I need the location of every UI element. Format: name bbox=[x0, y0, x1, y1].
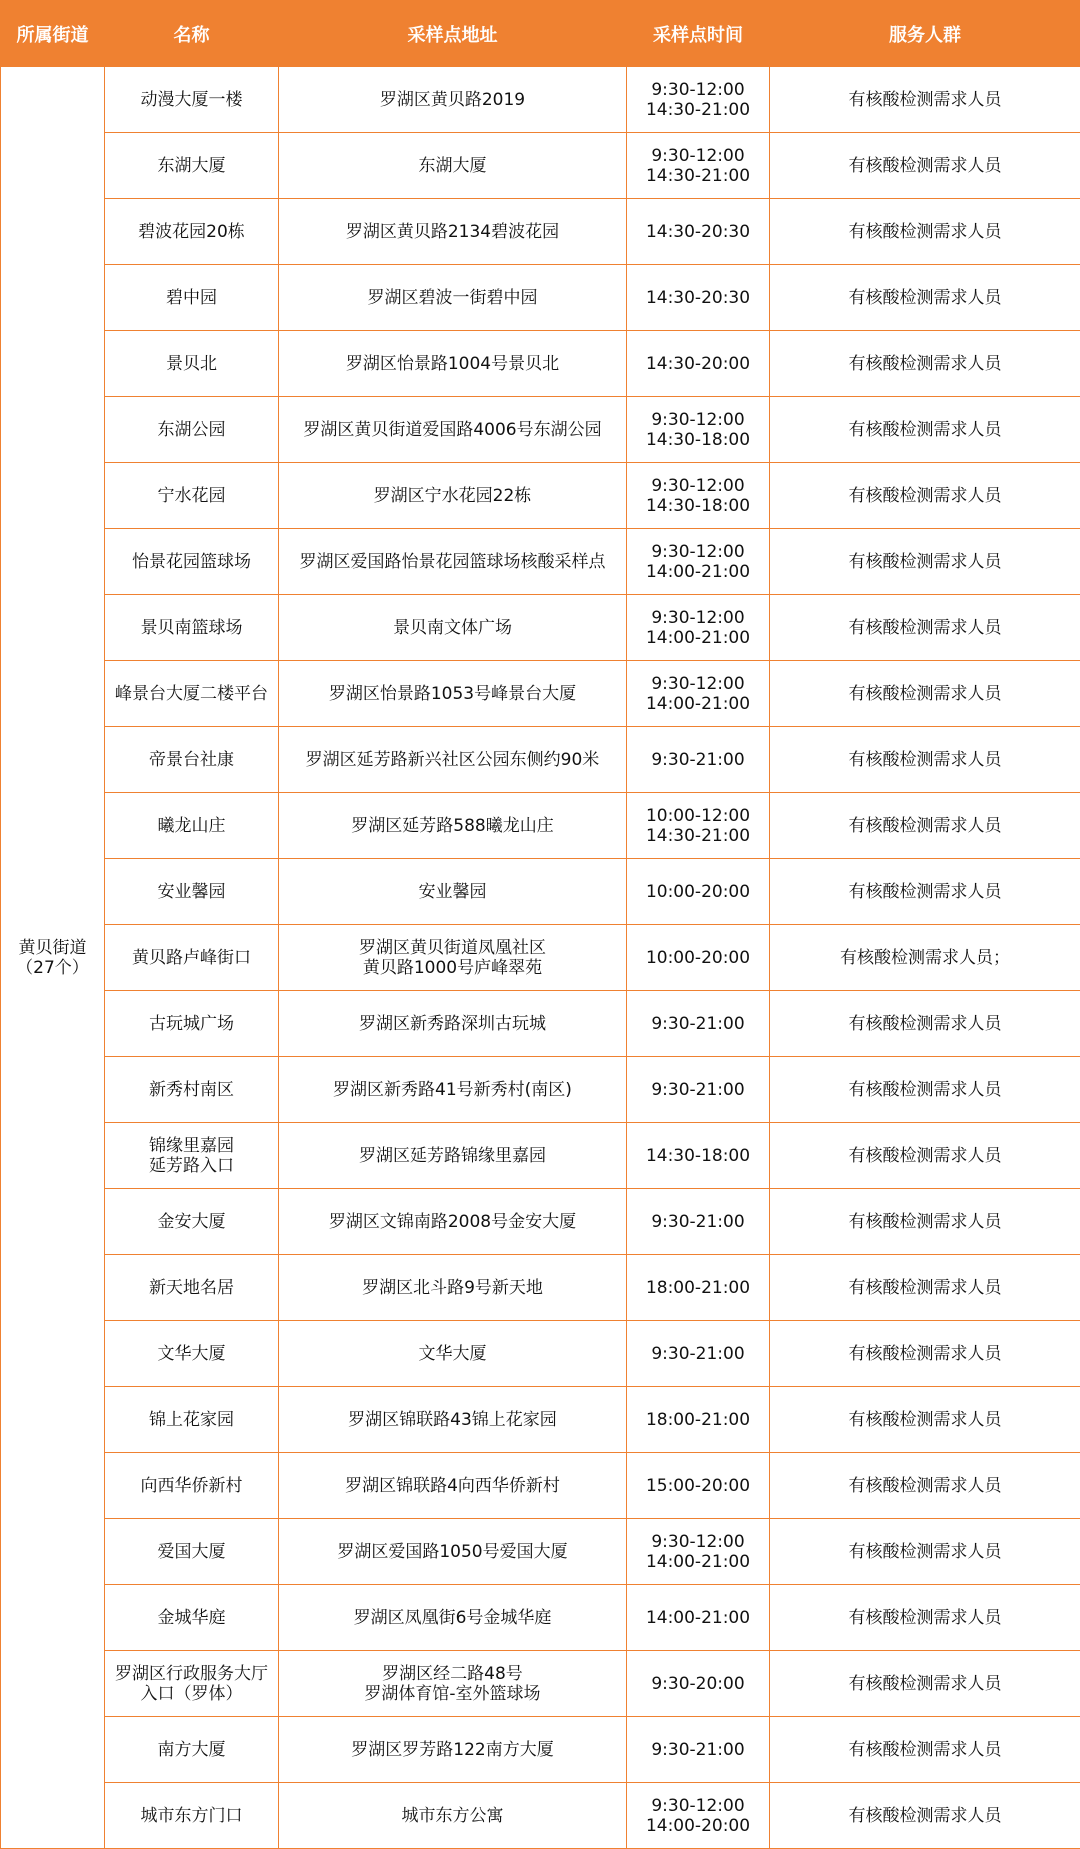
table-row bbox=[1, 1783, 1080, 1849]
service-group-cell: 有核酸检测需求人员 bbox=[770, 265, 1080, 331]
table-row bbox=[1, 1519, 1080, 1585]
service-group-cell: 有核酸检测需求人员 bbox=[770, 133, 1080, 199]
header-row bbox=[1, 1, 1080, 67]
service-group-cell: 有核酸检测需求人员 bbox=[770, 1123, 1080, 1189]
table-row bbox=[1, 1057, 1080, 1123]
site-address-cell: 罗湖区经二路48号 罗湖体育馆-室外篮球场 bbox=[279, 1651, 627, 1717]
site-name-cell: 景贝北 bbox=[105, 331, 279, 397]
site-name-cell: 锦上花家园 bbox=[105, 1387, 279, 1453]
service-group-cell: 有核酸检测需求人员 bbox=[770, 529, 1080, 595]
site-time-cell: 14:30-18:00 bbox=[627, 1123, 770, 1189]
site-address-cell: 东湖大厦 bbox=[279, 133, 627, 199]
site-address-cell: 罗湖区延芳路锦缘里嘉园 bbox=[279, 1123, 627, 1189]
site-time-cell: 9:30-21:00 bbox=[627, 1321, 770, 1387]
service-group-cell: 有核酸检测需求人员 bbox=[770, 793, 1080, 859]
site-time-cell: 9:30-21:00 bbox=[627, 1189, 770, 1255]
table-row bbox=[1, 397, 1080, 463]
service-group-cell: 有核酸检测需求人员 bbox=[770, 1651, 1080, 1717]
site-name-cell: 帝景台社康 bbox=[105, 727, 279, 793]
site-time-cell: 9:30-12:00 14:30-18:00 bbox=[627, 397, 770, 463]
service-group-cell: 有核酸检测需求人员 bbox=[770, 1519, 1080, 1585]
table-row bbox=[1, 331, 1080, 397]
site-time-cell: 9:30-21:00 bbox=[627, 1057, 770, 1123]
site-name-cell: 新秀村南区 bbox=[105, 1057, 279, 1123]
site-name-cell: 向西华侨新村 bbox=[105, 1453, 279, 1519]
table-row bbox=[1, 1585, 1080, 1651]
service-group-cell: 有核酸检测需求人员 bbox=[770, 595, 1080, 661]
site-address-cell: 罗湖区延芳路新兴社区公园东侧约90米 bbox=[279, 727, 627, 793]
header-name: 名称 bbox=[105, 1, 279, 67]
table-row bbox=[1, 991, 1080, 1057]
site-name-cell: 东湖公园 bbox=[105, 397, 279, 463]
site-name-cell: 锦缘里嘉园 延芳路入口 bbox=[105, 1123, 279, 1189]
site-address-cell: 罗湖区黄贝街道凤凰社区 黄贝路1000号庐峰翠苑 bbox=[279, 925, 627, 991]
site-name-cell: 景贝南篮球场 bbox=[105, 595, 279, 661]
site-address-cell: 罗湖区新秀路41号新秀村(南区) bbox=[279, 1057, 627, 1123]
table-row bbox=[1, 1387, 1080, 1453]
site-time-cell: 9:30-12:00 14:00-21:00 bbox=[627, 529, 770, 595]
table-row bbox=[1, 859, 1080, 925]
table-header bbox=[1, 1, 1080, 67]
header-street: 所属街道 bbox=[1, 1, 105, 67]
table-row bbox=[1, 67, 1080, 133]
service-group-cell: 有核酸检测需求人员 bbox=[770, 67, 1080, 133]
site-name-cell: 碧中园 bbox=[105, 265, 279, 331]
table-row bbox=[1, 1255, 1080, 1321]
header-time: 采样点时间 bbox=[627, 1, 770, 67]
site-time-cell: 18:00-21:00 bbox=[627, 1255, 770, 1321]
table-row bbox=[1, 1321, 1080, 1387]
site-name-cell: 动漫大厦一楼 bbox=[105, 67, 279, 133]
service-group-cell: 有核酸检测需求人员； bbox=[770, 925, 1080, 991]
site-address-cell: 罗湖区黄贝街道爱国路4006号东湖公园 bbox=[279, 397, 627, 463]
table-row bbox=[1, 925, 1080, 991]
site-time-cell: 9:30-12:00 14:30-21:00 bbox=[627, 67, 770, 133]
site-address-cell: 景贝南文体广场 bbox=[279, 595, 627, 661]
site-address-cell: 罗湖区爱国路怡景花园篮球场核酸采样点 bbox=[279, 529, 627, 595]
site-name-cell: 安业馨园 bbox=[105, 859, 279, 925]
service-group-cell: 有核酸检测需求人员 bbox=[770, 859, 1080, 925]
table-row bbox=[1, 1189, 1080, 1255]
table-row bbox=[1, 793, 1080, 859]
site-address-cell: 文华大厦 bbox=[279, 1321, 627, 1387]
site-address-cell: 安业馨园 bbox=[279, 859, 627, 925]
site-name-cell: 曦龙山庄 bbox=[105, 793, 279, 859]
service-group-cell: 有核酸检测需求人员 bbox=[770, 991, 1080, 1057]
site-time-cell: 14:30-20:30 bbox=[627, 199, 770, 265]
site-time-cell: 9:30-20:00 bbox=[627, 1651, 770, 1717]
site-name-cell: 南方大厦 bbox=[105, 1717, 279, 1783]
table-row bbox=[1, 265, 1080, 331]
site-address-cell: 罗湖区凤凰街6号金城华庭 bbox=[279, 1585, 627, 1651]
site-name-cell: 爱国大厦 bbox=[105, 1519, 279, 1585]
service-group-cell: 有核酸检测需求人员 bbox=[770, 1057, 1080, 1123]
site-time-cell: 14:00-21:00 bbox=[627, 1585, 770, 1651]
site-address-cell: 罗湖区宁水花园22栋 bbox=[279, 463, 627, 529]
table-row bbox=[1, 463, 1080, 529]
site-time-cell: 9:30-12:00 14:30-18:00 bbox=[627, 463, 770, 529]
service-group-cell: 有核酸检测需求人员 bbox=[770, 1387, 1080, 1453]
site-name-cell: 黄贝路卢峰街口 bbox=[105, 925, 279, 991]
service-group-cell: 有核酸检测需求人员 bbox=[770, 1717, 1080, 1783]
service-group-cell: 有核酸检测需求人员 bbox=[770, 1189, 1080, 1255]
site-time-cell: 9:30-12:00 14:00-21:00 bbox=[627, 595, 770, 661]
site-time-cell: 9:30-21:00 bbox=[627, 991, 770, 1057]
site-name-cell: 怡景花园篮球场 bbox=[105, 529, 279, 595]
site-time-cell: 15:00-20:00 bbox=[627, 1453, 770, 1519]
service-group-cell: 有核酸检测需求人员 bbox=[770, 397, 1080, 463]
site-address-cell: 罗湖区黄贝路2134碧波花园 bbox=[279, 199, 627, 265]
site-name-cell: 罗湖区行政服务大厅 入口（罗体） bbox=[105, 1651, 279, 1717]
service-group-cell: 有核酸检测需求人员 bbox=[770, 199, 1080, 265]
site-time-cell: 18:00-21:00 bbox=[627, 1387, 770, 1453]
site-address-cell: 罗湖区怡景路1053号峰景台大厦 bbox=[279, 661, 627, 727]
site-time-cell: 9:30-12:00 14:30-21:00 bbox=[627, 133, 770, 199]
service-group-cell: 有核酸检测需求人员 bbox=[770, 331, 1080, 397]
service-group-cell: 有核酸检测需求人员 bbox=[770, 1255, 1080, 1321]
header-people: 服务人群 bbox=[770, 1, 1080, 67]
street-cell: 黄贝街道 （27个） bbox=[1, 67, 105, 1849]
service-group-cell: 有核酸检测需求人员 bbox=[770, 727, 1080, 793]
service-group-cell: 有核酸检测需求人员 bbox=[770, 1783, 1080, 1849]
site-address-cell: 罗湖区锦联路43锦上花家园 bbox=[279, 1387, 627, 1453]
site-name-cell: 东湖大厦 bbox=[105, 133, 279, 199]
site-name-cell: 古玩城广场 bbox=[105, 991, 279, 1057]
site-time-cell: 9:30-12:00 14:00-20:00 bbox=[627, 1783, 770, 1849]
site-name-cell: 新天地名居 bbox=[105, 1255, 279, 1321]
table-row bbox=[1, 1123, 1080, 1189]
site-address-cell: 罗湖区延芳路588曦龙山庄 bbox=[279, 793, 627, 859]
table-row bbox=[1, 199, 1080, 265]
site-name-cell: 金城华庭 bbox=[105, 1585, 279, 1651]
table-row bbox=[1, 133, 1080, 199]
site-name-cell: 峰景台大厦二楼平台 bbox=[105, 661, 279, 727]
site-time-cell: 10:00-12:00 14:30-21:00 bbox=[627, 793, 770, 859]
site-time-cell: 14:30-20:30 bbox=[627, 265, 770, 331]
site-address-cell: 城市东方公寓 bbox=[279, 1783, 627, 1849]
table-row bbox=[1, 1717, 1080, 1783]
site-time-cell: 10:00-20:00 bbox=[627, 859, 770, 925]
site-address-cell: 罗湖区爱国路1050号爱国大厦 bbox=[279, 1519, 627, 1585]
site-name-cell: 城市东方门口 bbox=[105, 1783, 279, 1849]
site-address-cell: 罗湖区北斗路9号新天地 bbox=[279, 1255, 627, 1321]
site-name-cell: 金安大厦 bbox=[105, 1189, 279, 1255]
service-group-cell: 有核酸检测需求人员 bbox=[770, 661, 1080, 727]
site-address-cell: 罗湖区黄贝路2019 bbox=[279, 67, 627, 133]
table-row bbox=[1, 661, 1080, 727]
site-time-cell: 9:30-21:00 bbox=[627, 727, 770, 793]
table-row bbox=[1, 1453, 1080, 1519]
header-address: 采样点地址 bbox=[279, 1, 627, 67]
service-group-cell: 有核酸检测需求人员 bbox=[770, 1585, 1080, 1651]
site-address-cell: 罗湖区锦联路4向西华侨新村 bbox=[279, 1453, 627, 1519]
service-group-cell: 有核酸检测需求人员 bbox=[770, 1321, 1080, 1387]
site-time-cell: 14:30-20:00 bbox=[627, 331, 770, 397]
site-address-cell: 罗湖区罗芳路122南方大厦 bbox=[279, 1717, 627, 1783]
site-address-cell: 罗湖区碧波一街碧中园 bbox=[279, 265, 627, 331]
site-time-cell: 9:30-12:00 14:00-21:00 bbox=[627, 1519, 770, 1585]
table-row bbox=[1, 529, 1080, 595]
site-address-cell: 罗湖区新秀路深圳古玩城 bbox=[279, 991, 627, 1057]
site-time-cell: 9:30-12:00 14:00-21:00 bbox=[627, 661, 770, 727]
service-group-cell: 有核酸检测需求人员 bbox=[770, 463, 1080, 529]
table-row bbox=[1, 595, 1080, 661]
service-group-cell: 有核酸检测需求人员 bbox=[770, 1453, 1080, 1519]
site-name-cell: 宁水花园 bbox=[105, 463, 279, 529]
table-row bbox=[1, 727, 1080, 793]
table-body bbox=[1, 67, 1080, 1849]
site-name-cell: 文华大厦 bbox=[105, 1321, 279, 1387]
site-time-cell: 10:00-20:00 bbox=[627, 925, 770, 991]
site-address-cell: 罗湖区文锦南路2008号金安大厦 bbox=[279, 1189, 627, 1255]
site-name-cell: 碧波花园20栋 bbox=[105, 199, 279, 265]
site-time-cell: 9:30-21:00 bbox=[627, 1717, 770, 1783]
table-row bbox=[1, 1651, 1080, 1717]
site-address-cell: 罗湖区怡景路1004号景贝北 bbox=[279, 331, 627, 397]
